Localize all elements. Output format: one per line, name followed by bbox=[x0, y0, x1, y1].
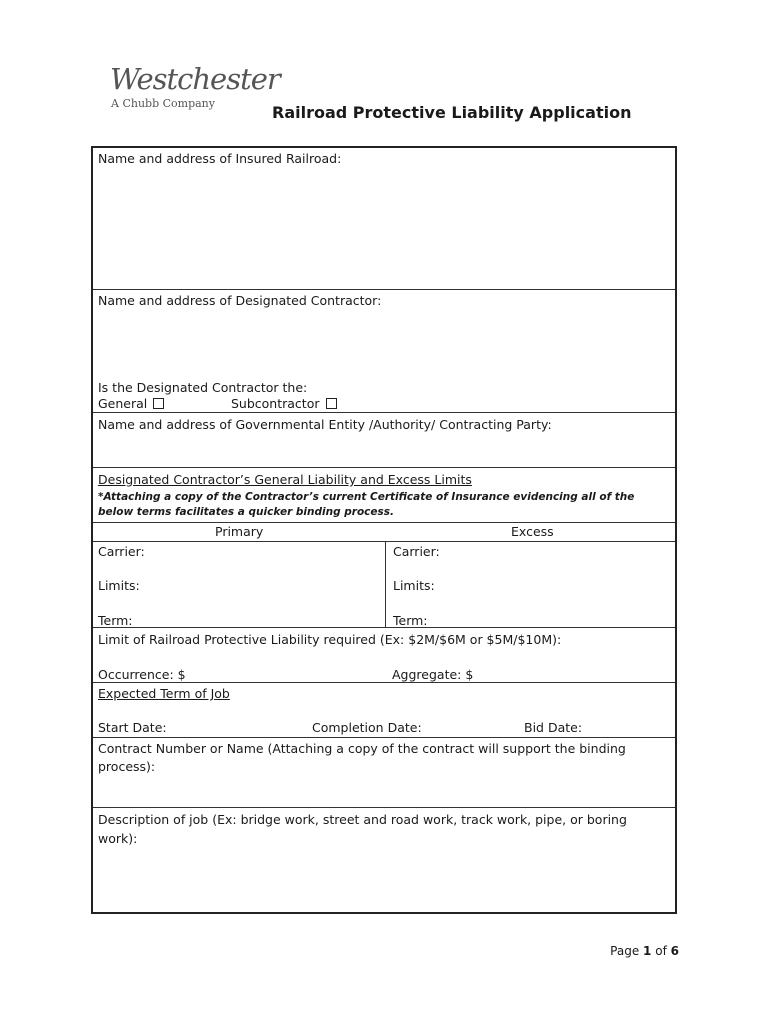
contract-section[interactable] bbox=[93, 738, 675, 808]
completion-date-field[interactable]: Completion Date: bbox=[312, 720, 422, 735]
company-logo: Westchester bbox=[110, 62, 280, 96]
excess-term-label[interactable]: Term: bbox=[393, 613, 428, 628]
insured-railroad-section[interactable] bbox=[93, 148, 675, 290]
liability-limits-heading: Designated Contractor’s General Liability and Excess Limits bbox=[98, 472, 472, 487]
general-option[interactable] bbox=[98, 396, 164, 411]
certificate-note-line2: below terms facilitates a quicker binding process. bbox=[98, 506, 395, 518]
contractor-type-question: Is the Designated Contractor the: bbox=[98, 380, 308, 395]
term-of-job-section bbox=[93, 683, 675, 738]
designated-contractor-label: Name and address of Designated Contractor: bbox=[98, 293, 382, 308]
rpl-limit-section bbox=[93, 628, 675, 683]
limits-vertical-divider bbox=[385, 541, 386, 628]
primary-carrier-label[interactable]: Carrier: bbox=[98, 544, 145, 559]
page-total: 6 bbox=[670, 944, 679, 958]
excess-carrier-label[interactable]: Carrier: bbox=[393, 544, 440, 559]
limits-column-divider bbox=[93, 541, 675, 542]
subcontractor-checkbox[interactable] bbox=[326, 398, 337, 409]
governmental-entity-label: Name and address of Governmental Entity /Authority/ Contracting Party: bbox=[98, 417, 552, 432]
document-title: Railroad Protective Liability Application bbox=[272, 103, 632, 122]
excess-column-header: Excess bbox=[511, 524, 554, 539]
contract-label-line1: Contract Number or Name (Attaching a copy of the contract will support the binding bbox=[98, 741, 626, 756]
liability-limits-section bbox=[93, 468, 675, 628]
insured-railroad-label: Name and address of Insured Railroad: bbox=[98, 151, 342, 166]
general-checkbox[interactable] bbox=[153, 398, 164, 409]
job-description-label-line1: Description of job (Ex: bridge work, street and road work, track work, pipe, or boring bbox=[98, 812, 627, 827]
subcontractor-option-label: Subcontractor bbox=[231, 396, 320, 411]
page-word: Page bbox=[610, 944, 640, 958]
start-date-field[interactable]: Start Date: bbox=[98, 720, 167, 735]
designated-contractor-section[interactable] bbox=[93, 290, 675, 413]
primary-term-label[interactable]: Term: bbox=[98, 613, 133, 628]
application-form bbox=[91, 146, 677, 914]
page-of: of bbox=[655, 944, 667, 958]
excess-limits-label[interactable]: Limits: bbox=[393, 578, 435, 593]
job-description-section[interactable] bbox=[93, 808, 675, 914]
general-option-label: General bbox=[98, 396, 148, 411]
bid-date-field[interactable]: Bid Date: bbox=[524, 720, 583, 735]
job-description-label-line2: work): bbox=[98, 831, 138, 846]
contract-label-line2: process): bbox=[98, 759, 156, 774]
term-of-job-heading: Expected Term of Job bbox=[98, 686, 230, 701]
rpl-limit-label: Limit of Railroad Protective Liability required (Ex: $2M/$6M or $5M/$10M): bbox=[98, 632, 562, 647]
primary-limits-label[interactable]: Limits: bbox=[98, 578, 140, 593]
primary-column-header: Primary bbox=[215, 524, 264, 539]
certificate-note-line1: *Attaching a copy of the Contractor’s current Certificate of Insurance evidencing all of the bbox=[98, 491, 635, 503]
page-current: 1 bbox=[643, 944, 652, 958]
page-number bbox=[610, 944, 679, 958]
aggregate-field[interactable]: Aggregate: $ bbox=[392, 667, 474, 682]
governmental-entity-section[interactable] bbox=[93, 413, 675, 468]
company-logo-subtitle: A Chubb Company bbox=[111, 97, 215, 110]
subcontractor-option[interactable] bbox=[231, 396, 337, 411]
occurrence-field[interactable]: Occurrence: $ bbox=[98, 667, 186, 682]
limits-header-divider bbox=[93, 522, 675, 523]
